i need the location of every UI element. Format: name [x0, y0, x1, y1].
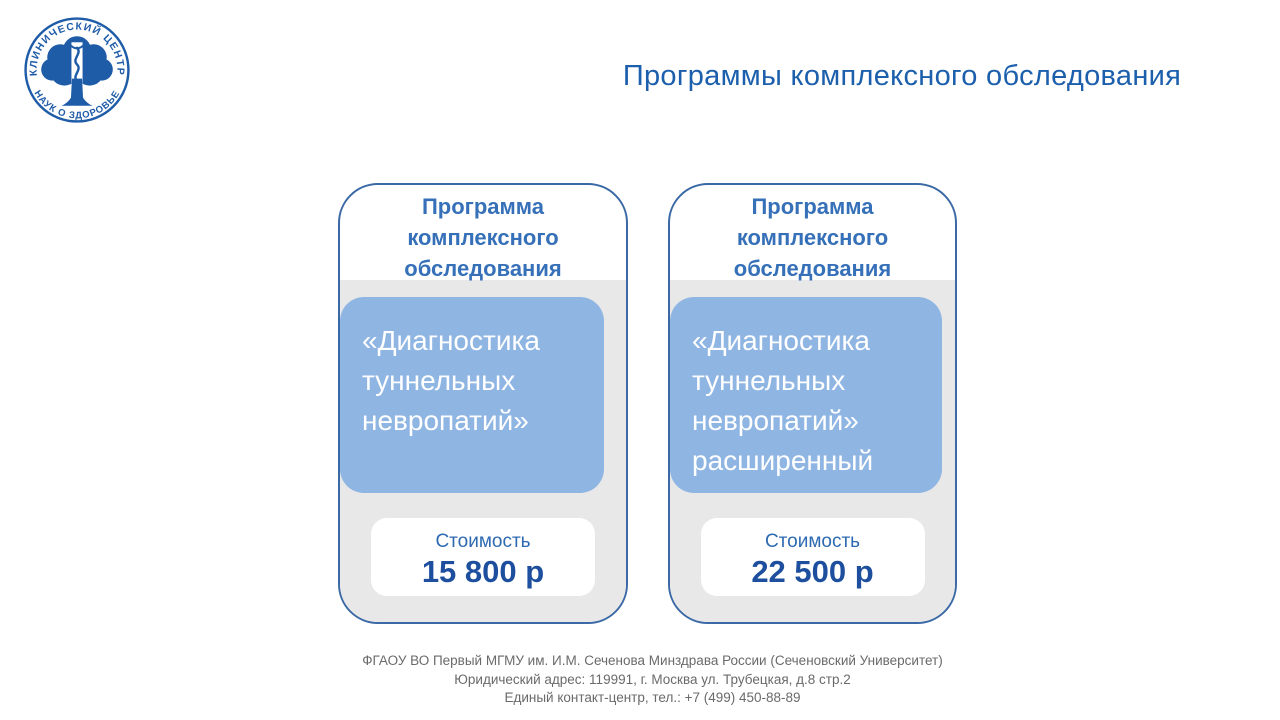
program-name-box: «Диагностика туннельных невропатий» расширенный [670, 297, 942, 493]
program-card-basic [338, 183, 628, 624]
logo-arc-top-text: КЛИНИЧЕСКИЙ ЦЕНТР [28, 21, 126, 77]
program-card-extended [668, 183, 957, 624]
price-label: Стоимость [435, 531, 531, 552]
card-header: Программа комплексного обследования [404, 194, 562, 281]
price-box [701, 518, 925, 596]
clinic-logo [19, 12, 135, 128]
price-box [371, 518, 595, 596]
logo-arc-bottom-text: НАУК О ЗДОРОВЬЕ [31, 88, 123, 122]
footer [0, 652, 1280, 708]
footer-organization: ФГАОУ ВО Первый МГМУ им. И.М. Сеченова Минздрава России (Сеченовский Университет) [362, 653, 943, 668]
program-name-box: «Диагностика туннельных невропатий» [340, 297, 604, 493]
footer-phone: Единый контакт-центр, тел.: +7 (499) 450-88-89 [504, 690, 801, 705]
tree-asclepius-icon [41, 36, 113, 106]
page-title: Программы комплексного обследования [622, 60, 1182, 92]
price-value: 22 500 р [751, 554, 874, 589]
price-value: 15 800 р [421, 554, 545, 589]
price-label: Стоимость [764, 531, 861, 552]
footer-address: Юридический адрес: 119991, г. Москва ул. Трубецкая, д.8 стр.2 [454, 671, 851, 687]
card-header: Программа комплексного обследования [733, 194, 892, 281]
